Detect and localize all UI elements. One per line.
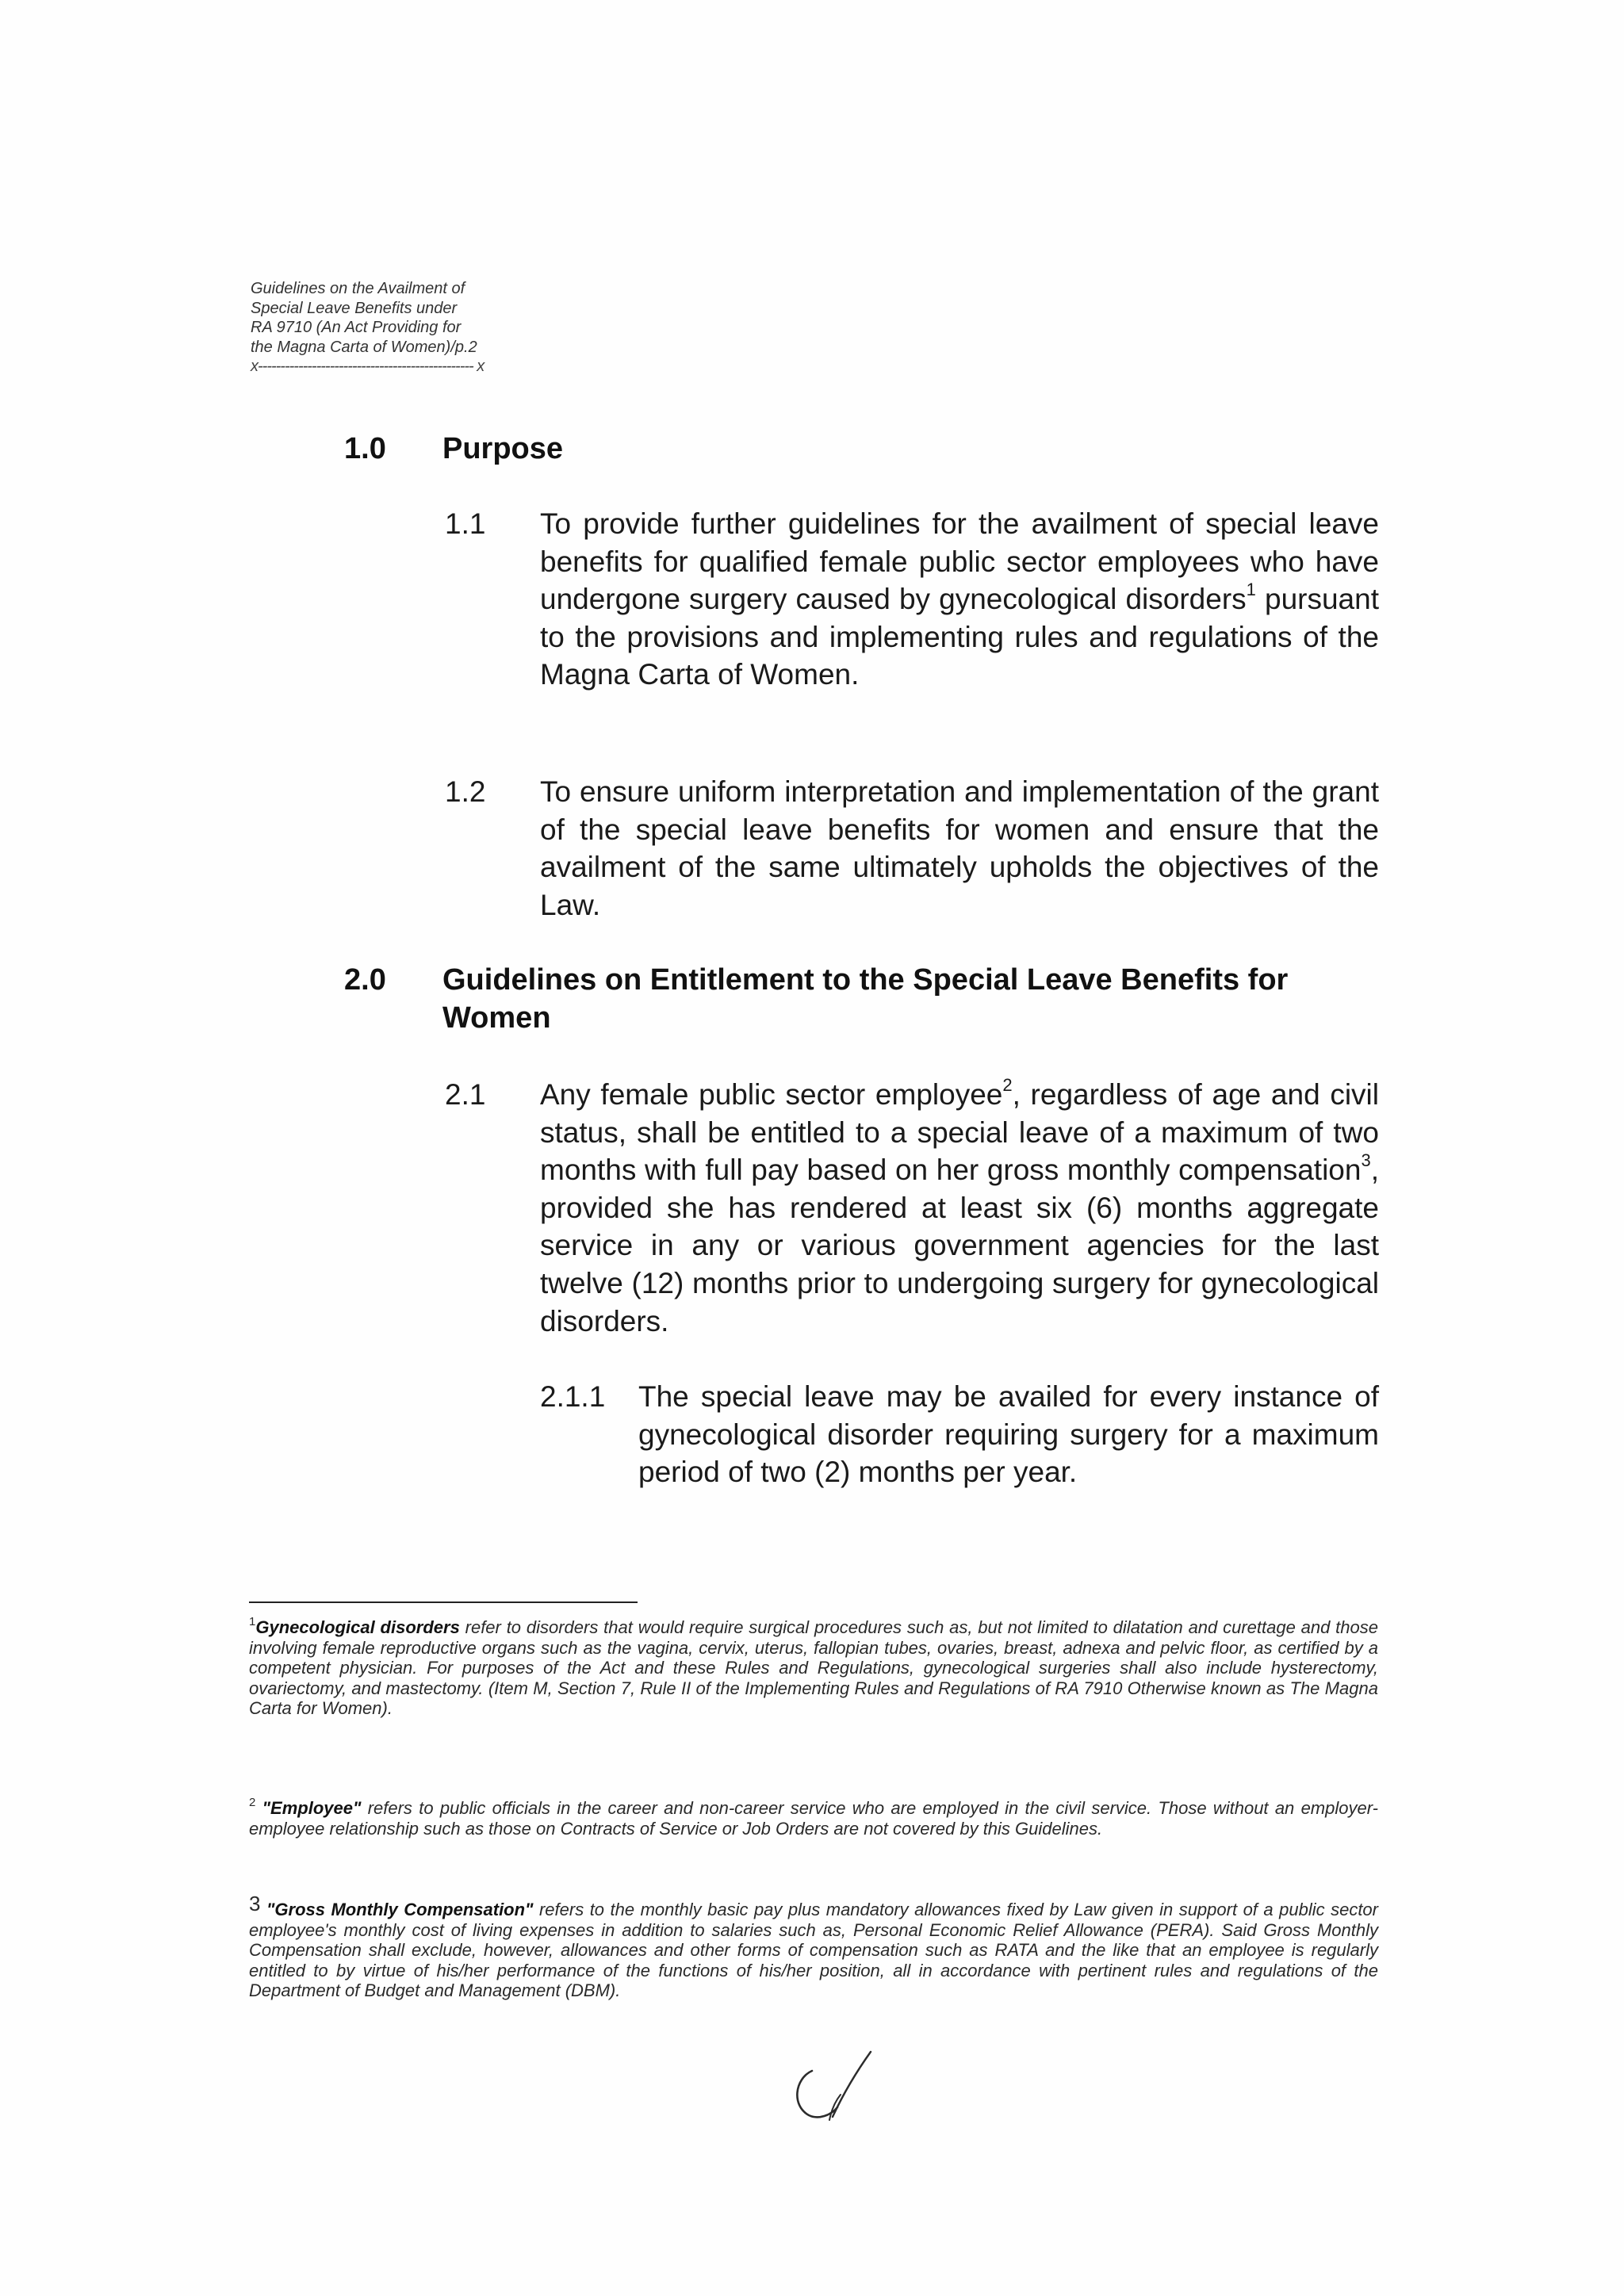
- footnote-text: refers to the monthly basic pay plus mandatory allowances fixed by Law given in support of a public sector employee's monthly cost of living expenses in addition to salaries such as, Personal Economic Relief Allowance (PERA). Said Gross Monthly Compensation shall exclude, however, allowances and other forms of compensation such as RATA and the like that an employee is regularly entitled to by virtue of his/her performance of the functions of his/her position, all in accordance with pertinent rules and regulations of the Department of Budget and Management (DBM).: [249, 1900, 1378, 2000]
- item-text-part: pursuant to the provisions and implementing rules and regulations of the Magna Carta of Women.: [540, 583, 1379, 691]
- section-number: 2.0: [344, 963, 386, 997]
- running-header-line: Special Leave Benefits under: [251, 299, 458, 317]
- footnote-3: [249, 1891, 1378, 2001]
- item-text-part: To provide further guidelines for the availment of special leave benefits for qualified female public sector employees who have undergone surgery caused by gynecological disorders: [540, 507, 1379, 616]
- footnote-1: [249, 1614, 1379, 1719]
- section-title: Guidelines on Entitlement to the Special Leave Benefits for Women: [442, 963, 1289, 1035]
- item-text: The special leave may be availed for every instance of gynecological disorder requiring surgery for a maximum period of two (2) months per year.: [638, 1380, 1379, 1489]
- footnote-ref-1[interactable]: 1: [1246, 579, 1256, 599]
- footnote-marker: 1: [249, 1614, 256, 1628]
- running-header-rule: x------------------------------------------------ x: [251, 358, 485, 375]
- section-title: Purpose: [442, 432, 564, 465]
- item-number: 1.2: [445, 775, 486, 808]
- item-text: To ensure uniform interpretation and implementation of the grant of the special leave benefits for women and ensure that the availment of the same ultimately upholds the objectives of the Law.: [540, 775, 1379, 921]
- footnote-marker: 3: [249, 1891, 261, 1915]
- footnote-text: refers to public officials in the career and non-career service who are employed in the civil service. Those without an employer-employee relationship such as those on Contracts of Service or Job Orders are not covered by this Guidelines.: [249, 1798, 1378, 1839]
- footnote-term: Gynecological disorders: [255, 1617, 460, 1637]
- handwritten-initials: [785, 2047, 880, 2134]
- footnote-term: "Employee": [262, 1798, 362, 1818]
- footnote-ref-3[interactable]: 3: [1361, 1150, 1371, 1170]
- footnote-2: [249, 1795, 1378, 1839]
- footnote-marker: 2: [249, 1795, 256, 1809]
- item-number: 2.1: [445, 1078, 486, 1111]
- running-header: [251, 279, 592, 377]
- running-header-line: the Magna Carta of Women)/p.2: [251, 338, 477, 356]
- item-text: [540, 505, 1379, 694]
- item-text-part: Any female public sector employee: [540, 1078, 1003, 1111]
- footnote-term: "Gross Monthly Compensation": [266, 1900, 534, 1919]
- footnote-separator: [249, 1601, 638, 1603]
- item-number: 1.1: [445, 507, 486, 540]
- item-text-part: , regardless of age and civil status, shall be entitled to a special leave of a maximum of two months with full pay based on her gross monthly compensation: [540, 1078, 1379, 1187]
- footnote-text: refer to disorders that would require surgical procedures such as, but not limited to dilatation and curettage and those involving female reproductive organs such as the vagina, cervix, uterus, fallopian tubes, ovaries, breast, adnexa and pelvic floor, as certified by a competent physician. For purposes of the Act and these Rules and Regulations, gynecological surgeries shall also include hysterectomy, ovariectomy, and mastectomy. (Item M, Section 7, Rule II of the Implementing Rules and Regulations of RA 7910 Otherwise known as The Magna Carta for Women).: [249, 1617, 1379, 1718]
- item-number: 2.1.1: [540, 1380, 606, 1413]
- running-header-line: Guidelines on the Availment of: [251, 280, 465, 297]
- running-header-line: RA 9710 (An Act Providing for: [251, 319, 462, 336]
- section-number: 1.0: [344, 432, 386, 465]
- footnote-ref-2[interactable]: 2: [1002, 1074, 1013, 1095]
- item-text-part: , provided she has rendered at least six (6) months aggregate service in any or various government agencies for the last twelve (12) months prior to undergoing surgery for gynecological disorders.: [540, 1154, 1379, 1337]
- item-text: [540, 1076, 1379, 1340]
